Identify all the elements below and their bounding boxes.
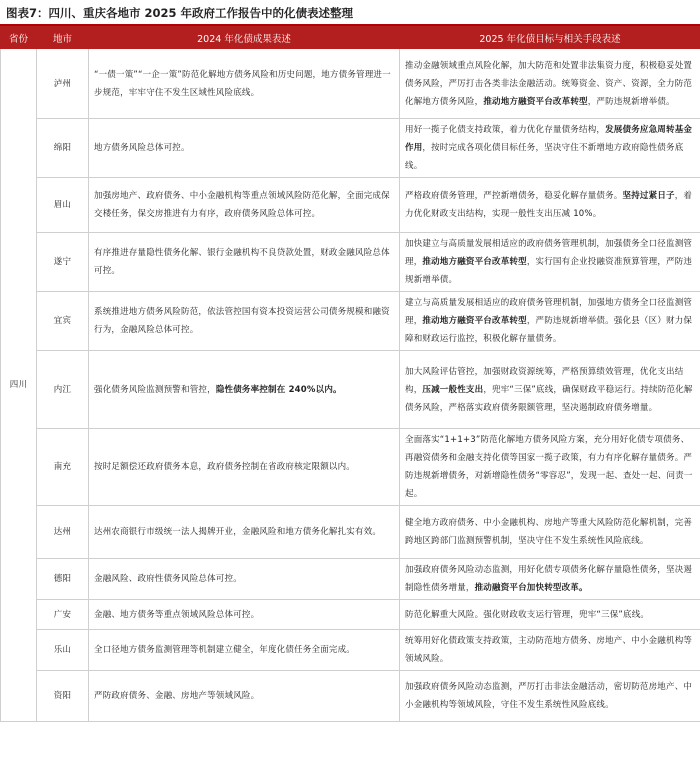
emphasis-text: 压减一般性支出 <box>422 384 484 395</box>
city-cell: 乐山 <box>37 630 89 671</box>
text-segment: 金融、地方债务等重点领域风险总体可控。 <box>94 609 260 620</box>
table-row <box>1 671 700 722</box>
header-2025-targets: 2025 年化债目标与相关手段表述 <box>400 27 700 49</box>
emphasis-text: 隐性债务率控制在 240%以内。 <box>215 384 342 395</box>
text-segment: “一债一策”“一企一策”防范化解地方债务风险和历史问题，地方债务管理进一步规范，牢牢守住不发生区域性风险底线。 <box>94 69 391 98</box>
city-cell: 宜宾 <box>37 292 89 351</box>
target-cell <box>400 630 700 671</box>
debt-statement-table <box>0 26 700 722</box>
emphasis-text: 推动融资平台加快转型改革。 <box>474 583 588 593</box>
text-segment: 建立与高质量发展相适应的政府债务管理机制，加强地方债务全口径监测管理， <box>405 298 693 326</box>
text-segment: ，按时完成各项化债目标任务，坚决守住不新增地方政府隐性债务底线。 <box>405 143 684 171</box>
table-row <box>1 506 700 559</box>
text-segment: ，着力优化财政支出结构，实现一般性支出压减 10%。 <box>405 191 693 219</box>
text-segment: 加大风险评估管控，加强财政资源统筹，严格预算绩效管理，优化支出结构， <box>405 366 684 395</box>
text-segment: 推动金融领域重点风险化解，加大防范和处置非法集资力度，积极稳妥处置债务风险，严厉打击各类非法金融活动。统筹资金、资产、资源，全力防范化解地方债务风险， <box>405 60 693 107</box>
current-result-cell <box>89 600 400 630</box>
current-result-cell <box>89 671 400 722</box>
table-header-row <box>1 27 700 49</box>
text-segment: ，严防违规新增举债。 <box>587 96 675 107</box>
city-cell: 资阳 <box>37 671 89 722</box>
target-cell <box>400 600 700 630</box>
table-row <box>1 600 700 630</box>
table-row <box>1 49 700 119</box>
city-cell: 遂宁 <box>37 233 89 292</box>
city-cell: 达州 <box>37 506 89 559</box>
table-row <box>1 351 700 429</box>
text-segment: ，兜牢“三保”底线，确保财政平稳运行。持续防范化解债务风险，严格落实政府债务限额管理，坚决遏制政府债务增量。 <box>405 384 693 413</box>
text-segment: 全面落实“1+1+3”防范化解地方债务风险方案，充分用好化债专项债务、再融资债务和金融支持化债等国家一揽子政策，有力有序化解存量债务。严防违规新增债务，对新增隐性债务“零容忍”，发现一起、查处一起、问责一起。 <box>405 435 693 499</box>
text-segment: 强化债务风险监测预警和管控， <box>94 384 216 395</box>
text-segment: 金融风险、政府性债务风险总体可控。 <box>94 574 242 584</box>
target-cell <box>400 506 700 559</box>
table-row <box>1 630 700 671</box>
header-city: 地市 <box>37 27 89 49</box>
target-cell <box>400 292 700 351</box>
target-cell <box>400 351 700 429</box>
city-cell: 泸州 <box>37 49 89 119</box>
text-segment: 统筹用好化债政策支持政策，主动防范地方债务、房地产、中小金融机构等领域风险。 <box>405 636 693 664</box>
text-segment: 加快建立与高质量发展相适应的政府债务管理机制，加强债务全口径监测管理， <box>405 239 693 267</box>
target-cell <box>400 49 700 119</box>
city-cell: 绵阳 <box>37 119 89 178</box>
header-2024-results: 2024 年化债成果表述 <box>89 27 400 49</box>
emphasis-text: 推动地方融资平台改革转型 <box>422 257 527 267</box>
city-cell: 广安 <box>37 600 89 630</box>
table-row <box>1 559 700 600</box>
target-cell <box>400 233 700 292</box>
table-row <box>1 119 700 178</box>
target-cell <box>400 429 700 506</box>
target-cell <box>400 119 700 178</box>
table-row <box>1 233 700 292</box>
text-segment: ，实行国有企业投融资准预算管理，严防违规新增举债。 <box>405 257 693 285</box>
current-result-cell <box>89 429 400 506</box>
header-province: 省份 <box>1 27 37 49</box>
text-segment: 全口径地方债务监测管理等机制建立健全，年度化债任务全面完成。 <box>94 645 356 655</box>
text-segment: 加强房地产、政府债务、中小金融机构等重点领域风险防范化解，全面完成保交楼任务，保交房推进有力有序，政府债务风险总体可控。 <box>94 191 390 219</box>
current-result-cell <box>89 178 400 233</box>
current-result-cell <box>89 233 400 292</box>
city-cell: 内江 <box>37 351 89 429</box>
table-row <box>1 429 700 506</box>
current-result-cell <box>89 292 400 351</box>
text-segment: 按时足额偿还政府债务本息，政府债务控制在省政府核定限额以内。 <box>94 462 356 472</box>
text-segment: 有序推进存量隐性债务化解、银行金融机构不良贷款处置，财政金融风险总体可控。 <box>94 248 390 276</box>
current-result-cell <box>89 559 400 600</box>
current-result-cell <box>89 119 400 178</box>
table-body <box>1 49 700 722</box>
emphasis-text: 推动地方融资平台改革转型 <box>483 96 588 107</box>
text-segment: 系统推进地方债务风险防范，依法管控国有资本投资运营公司债务规模和融资行为，金融风险总体可控。 <box>94 307 390 335</box>
text-segment: 用好一揽子化债支持政策，着力优化存量债务结构， <box>405 125 606 135</box>
city-cell: 德阳 <box>37 559 89 600</box>
text-segment: 健全地方政府债务、中小金融机构、房地产等重大风险防范化解机制，完善跨地区跨部门监测预警机制，坚决守住不发生系统性风险底线。 <box>405 518 693 546</box>
emphasis-text: 推动地方融资平台改革转型 <box>422 316 527 326</box>
table-row <box>1 292 700 351</box>
emphasis-text: 坚持过紧日子 <box>622 191 675 201</box>
text-segment: ，严防违规新增举债。强化县（区）财力保障和财政运行监控，积极化解存量债务。 <box>405 316 693 344</box>
text-segment: 严防政府债务、金融、房地产等领域风险。 <box>94 691 260 701</box>
emphasis-text: 发展债务应急周转基金作用 <box>405 125 693 153</box>
figure-title: 图表7：四川、重庆各地市 2025 年政府工作报告中的化债表述整理 <box>0 0 700 26</box>
text-segment: 地方债务风险总体可控。 <box>94 143 190 153</box>
target-cell <box>400 671 700 722</box>
current-result-cell <box>89 351 400 429</box>
city-cell: 南充 <box>37 429 89 506</box>
text-segment: 防范化解重大风险。强化财政收支运行管理，兜牢“三保”底线。 <box>405 609 650 620</box>
text-segment: 严格政府债务管理，严控新增债务，稳妥化解存量债务。 <box>405 191 623 201</box>
text-segment: 加强政府债务风险动态监测，用好化债专项债务化解存量隐性债务，坚决遏制隐性债务增量， <box>405 565 693 593</box>
city-cell: 眉山 <box>37 178 89 233</box>
text-segment: 达州农商银行市级统一法人揭牌开业，金融风险和地方债务化解扎实有效。 <box>94 527 382 537</box>
target-cell <box>400 178 700 233</box>
current-result-cell <box>89 630 400 671</box>
text-segment: 加强政府债务风险动态监测，严厉打击非法金融活动，密切防范房地产、中小金融机构等领域风险，守住不发生系统性风险底线。 <box>405 682 693 710</box>
table-row <box>1 178 700 233</box>
current-result-cell <box>89 49 400 119</box>
target-cell <box>400 559 700 600</box>
province-cell: 四川 <box>1 49 37 722</box>
current-result-cell <box>89 506 400 559</box>
